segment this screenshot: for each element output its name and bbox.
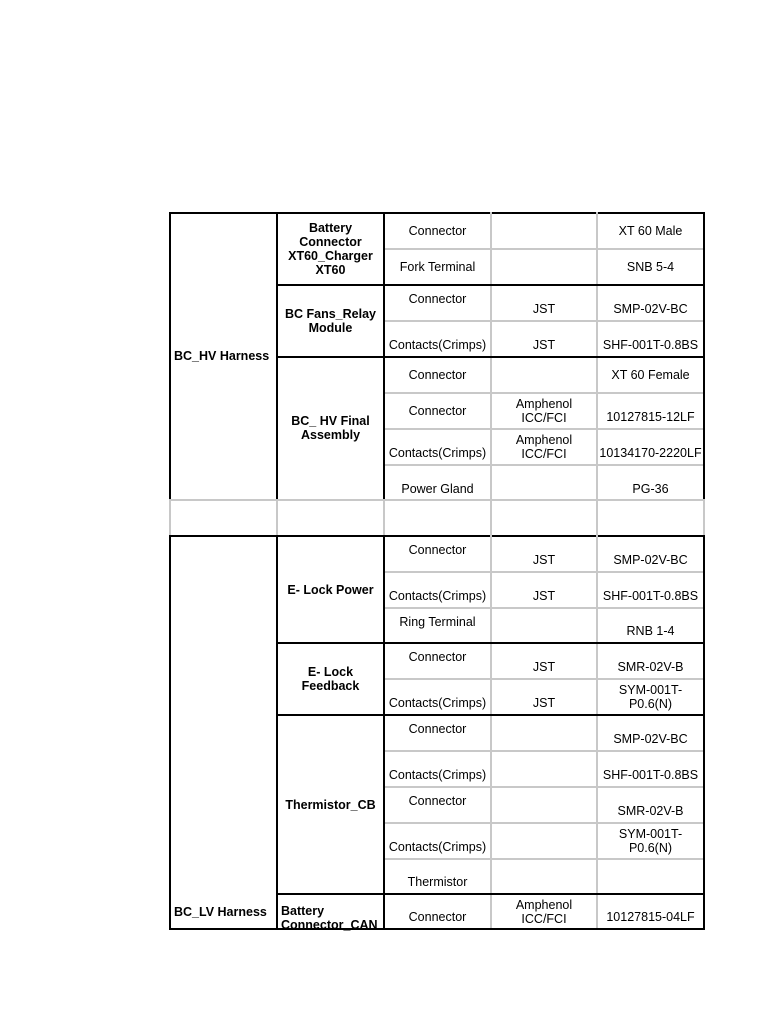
row-make: Amphenol ICC/FCI xyxy=(515,397,573,425)
row-part: XT 60 Male xyxy=(618,224,683,238)
row-part: SHF-001T-0.8BS xyxy=(602,768,699,782)
row-make: JST xyxy=(532,338,556,352)
row-type: Connector xyxy=(408,910,467,924)
row-part: 10134170-2220LF xyxy=(599,446,702,460)
row-type: Contacts(Crimps) xyxy=(388,446,487,460)
row-type: Connector xyxy=(408,292,467,306)
row-make xyxy=(492,788,596,822)
row-part: 10127815-04LF xyxy=(606,910,695,924)
row-part: SHF-001T-0.8BS xyxy=(602,338,699,352)
subgroup-cell: Battery Connector XT60_Charger XT60 xyxy=(288,221,373,277)
row-part: XT 60 Female xyxy=(611,368,690,382)
row-type: Ring Terminal xyxy=(399,615,476,629)
row-type: Contacts(Crimps) xyxy=(388,768,487,782)
row-make: JST xyxy=(532,553,556,567)
row-part: SMP-02V-BC xyxy=(613,302,688,316)
border-line xyxy=(703,535,705,930)
row-part: SMR-02V-B xyxy=(617,660,684,674)
grid-line xyxy=(596,500,598,536)
row-type: Connector xyxy=(408,368,467,382)
row-type: Connector xyxy=(408,722,467,736)
subgroup-cell: Battery Connector_CAN xyxy=(281,904,378,932)
row-type: Contacts(Crimps) xyxy=(388,589,487,603)
subgroup-cell: E- Lock Feedback xyxy=(301,665,360,693)
row-type: Connector xyxy=(408,404,467,418)
row-type: Power Gland xyxy=(401,482,474,496)
row-part: SYM-001T- P0.6(N) xyxy=(618,827,683,855)
row-part: SNB 5-4 xyxy=(626,260,675,274)
row-make xyxy=(492,358,596,392)
row-part: SMP-02V-BC xyxy=(613,732,688,746)
grid-line xyxy=(276,500,278,536)
row-make xyxy=(492,609,596,642)
row-make: JST xyxy=(532,696,556,710)
row-part: SMR-02V-B xyxy=(617,804,684,818)
row-make xyxy=(492,860,596,893)
grid-line xyxy=(490,500,492,536)
subgroup-cell: BC_ HV Final Assembly xyxy=(291,414,370,442)
row-part xyxy=(598,860,703,893)
row-part: SHF-001T-0.8BS xyxy=(602,589,699,603)
row-type: Connector xyxy=(408,650,467,664)
row-part: RNB 1-4 xyxy=(626,624,675,638)
row-make xyxy=(492,716,596,750)
row-type: Contacts(Crimps) xyxy=(388,840,487,854)
group-cell: BC_LV Harness xyxy=(174,905,267,919)
row-make: JST xyxy=(532,589,556,603)
row-part: SYM-001T- P0.6(N) xyxy=(618,683,683,711)
row-type: Thermistor xyxy=(407,875,468,889)
row-make xyxy=(492,466,596,500)
grid-line xyxy=(703,500,705,536)
border-line xyxy=(169,928,705,930)
row-part: PG-36 xyxy=(632,482,669,496)
row-type: Fork Terminal xyxy=(399,260,476,274)
row-make xyxy=(492,752,596,786)
row-type: Connector xyxy=(408,794,467,808)
grid-line xyxy=(169,500,171,536)
row-make: JST xyxy=(532,660,556,674)
grid-line xyxy=(383,500,385,536)
subgroup-cell: BC Fans_Relay Module xyxy=(284,307,376,335)
row-make: Amphenol ICC/FCI xyxy=(515,433,573,461)
row-part: 10127815-12LF xyxy=(606,410,695,424)
row-type: Connector xyxy=(408,543,467,557)
row-make: Amphenol ICC/FCI xyxy=(515,897,573,926)
row-type: Contacts(Crimps) xyxy=(388,338,487,352)
row-type: Connector xyxy=(408,224,467,238)
row-type: Contacts(Crimps) xyxy=(388,696,487,710)
row-make: JST xyxy=(532,302,556,316)
group-cell: BC_HV Harness xyxy=(174,349,270,363)
row-part: SMP-02V-BC xyxy=(613,553,688,567)
subgroup-cell: Thermistor_CB xyxy=(285,797,376,812)
border-line xyxy=(169,535,171,930)
row-make xyxy=(492,214,596,248)
row-make xyxy=(492,250,596,284)
subgroup-cell: E- Lock Power xyxy=(287,582,374,597)
row-make xyxy=(492,824,596,858)
